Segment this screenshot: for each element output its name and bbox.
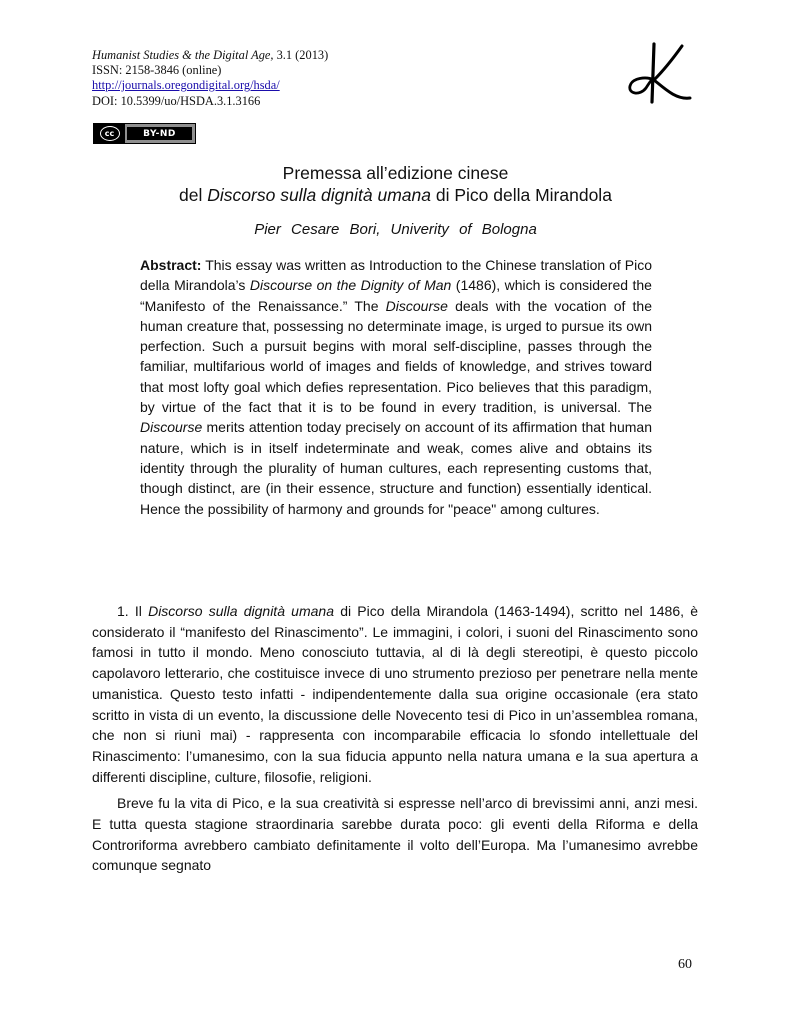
journal-logo-icon	[624, 42, 694, 114]
title-line-1: Premessa all’edizione cinese	[282, 163, 509, 183]
journal-volume: 3.1 (2013)	[273, 48, 329, 62]
doi: DOI: 10.5399/uo/HSDA.3.1.3166	[92, 93, 261, 108]
paragraph-1-b: di Pico della Mirandola (1463-1494), scritto nel 1486, è considerato il “manifesto del Rinascimento”. Le immagini, i colori, i suoni del Rinascimento sono famosi in tutto il mondo. Meno conosciuto tuttavia, al di là degli stereotipi, è questo piccolo capolavoro letterario, che costituisce invece di uno strumento prezioso per penetrare nella mente umanistica. Questo testo infatti - indipendentemente dalla sua origine occasionale (era stato scritto in vista di un evento, la discussione delle Novecento tesi di Pico in un’assemblea romana, che non si riunì mai) - rappresenta con incomparabile efficacia lo sfondo intellettuale del Rinascimento: l’umanesimo, con la sua fiducia appunto nella natura umana e la sua apertura a differenti discipline, culture, filosofie, religioni.	[92, 603, 698, 785]
abstract-text-3: deals with the vocation of the human creature that, possessing no determinate image, is urged to pursue its own perfection. Such a pursuit begins with moral self-discipline, passes through the familiar, multifarious world of images and fields of knowledge, and strives toward that most lofty goal which defies representation. Pico believes that this paradigm, by virtue of the fact that it is to be found in every tradition, is universal. The	[140, 297, 652, 416]
journal-header	[92, 48, 328, 109]
license-terms: BY-ND	[127, 127, 192, 140]
paper-title	[0, 162, 791, 206]
abstract-italic-3: Discourse	[140, 419, 203, 436]
journal-citation	[92, 48, 328, 63]
author-line: Pier Cesare Bori, Univerity of Bologna	[254, 221, 537, 238]
paragraph-1-a: 1. Il	[117, 603, 149, 619]
paragraph-2: Breve fu la vita di Pico, e la sua creatività si espresse nell’arco di brevissimi anni, anzi mesi. E tutta questa stagione straordinaria sarebbe durata poco: gli eventi della Riforma e della Controriforma avrebbero cambiato definitamente il volto dell’Europa. Ma l’umanesimo avrebbe comunque segnato	[92, 795, 698, 874]
paragraph-1	[92, 601, 698, 787]
title-line-2-italic: Discorso sulla dignità umana	[207, 185, 431, 205]
title-line-2-post: di Pico della Mirandola	[431, 185, 612, 205]
abstract-text-4: merits attention today precisely on account of its affirmation that human nature, which is in itself indeterminate and weak, comes alive and obtains its identity through the plurality of human cultures, each representing customs that, though distinct, are (in their essence, structure and function) essentially identical. Hence the possibility of harmony and grounds for "peace" among cultures.	[140, 419, 652, 517]
title-line-2	[0, 184, 791, 206]
cc-license-badge[interactable]	[93, 123, 196, 144]
issn: ISSN: 2158-3846 (online)	[92, 63, 222, 78]
abstract-text-1: This essay was written as Introduction to the Chinese translation of Pico della Mirandola’s	[140, 257, 652, 294]
abstract-text-2: (1486), which is considered the “Manifesto of the Renaissance.” The	[140, 277, 652, 314]
abstract-italic-2: Discourse	[385, 297, 448, 314]
journal-url-link[interactable]: http://journals.oregondigital.org/hsda/	[92, 78, 280, 93]
journal-name: Humanist Studies & the Digital Age,	[92, 48, 274, 62]
page-number: 60	[678, 957, 692, 972]
abstract-label: Abstract:	[140, 257, 202, 273]
cc-icon	[94, 124, 125, 143]
body-text	[92, 601, 698, 882]
title-line-2-pre: del	[179, 185, 208, 205]
abstract-italic-1: Discourse on the Dignity of Man	[249, 277, 452, 294]
cc-label: cc	[100, 126, 120, 141]
abstract	[140, 255, 652, 519]
paragraph-1-italic: Discorso sulla dignità umana	[148, 603, 334, 619]
